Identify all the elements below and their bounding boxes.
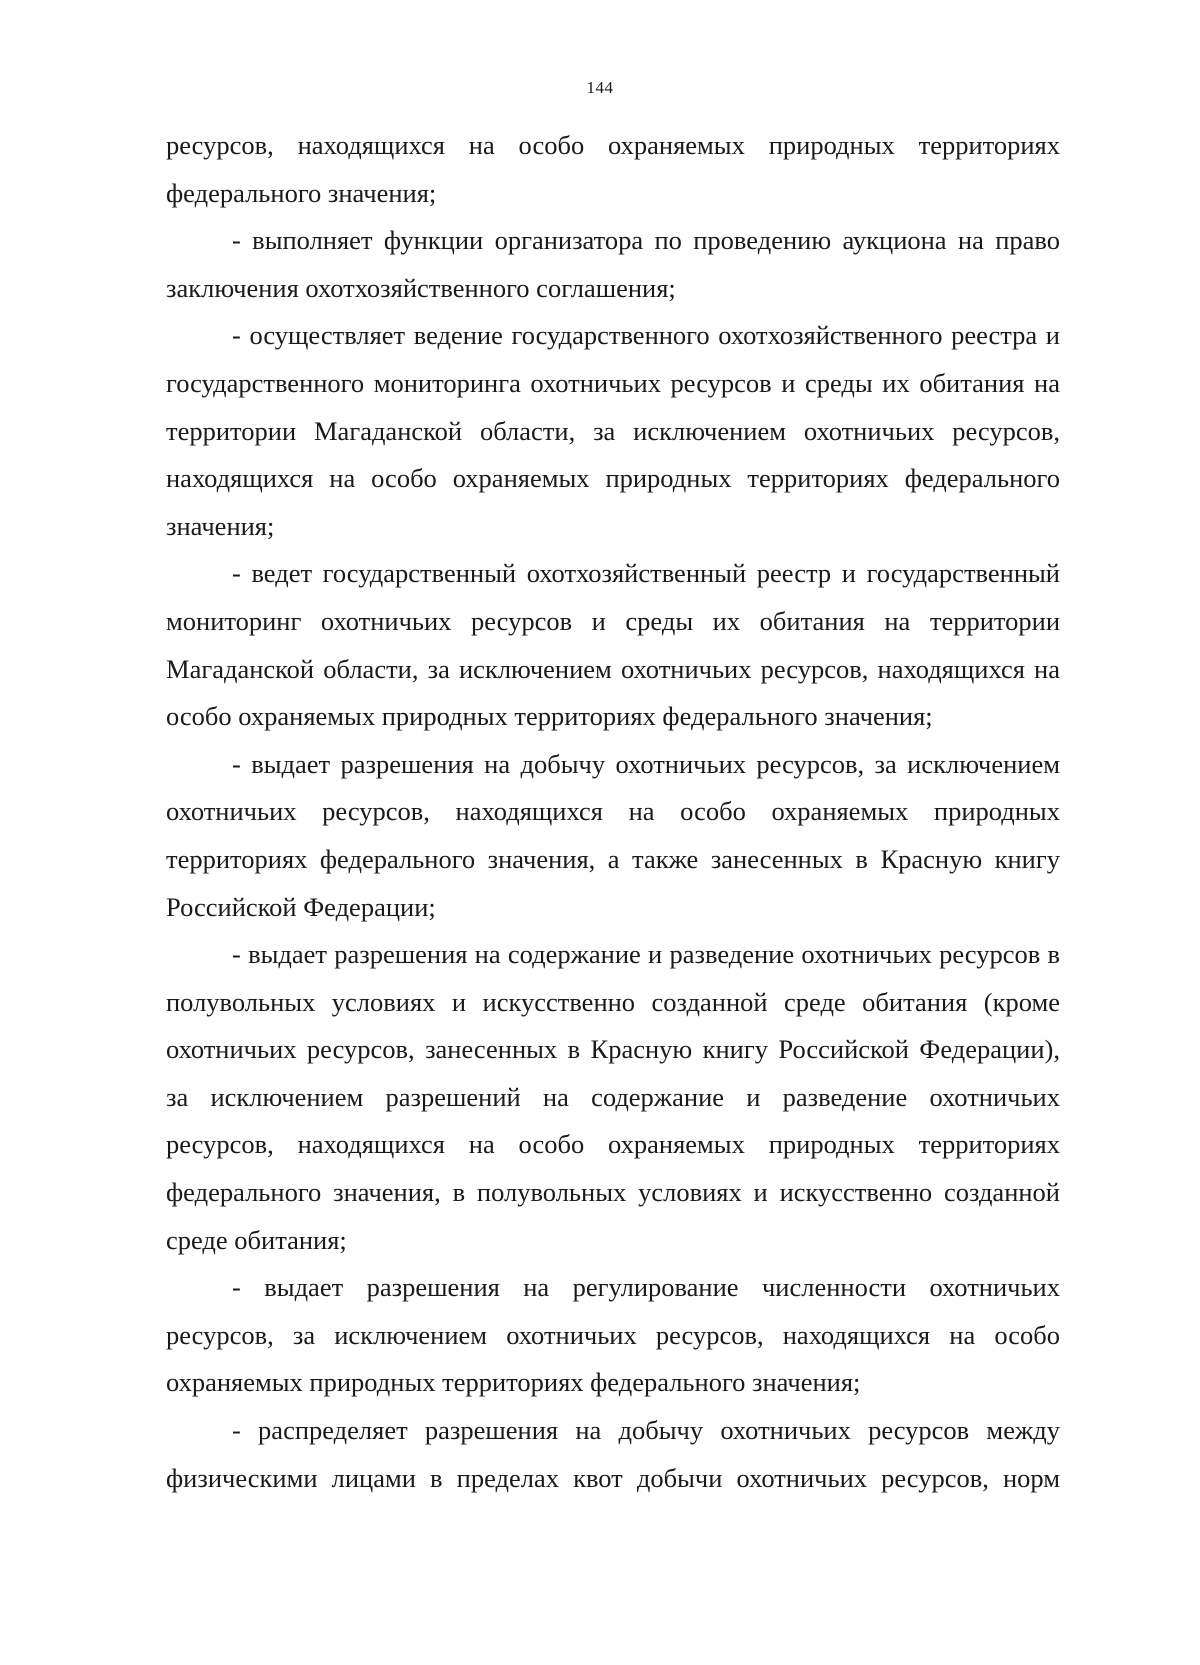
paragraph-population-regulation: - выдает разрешения на регулирование численности охотничьих ресурсов, за исключением охотничьих ресурсов, находящихся на особо охраняемых природных территориях федерального значения; — [166, 1272, 1060, 1398]
paragraph-breeding-permits: - выдает разрешения на содержание и разведение охотничьих ресурсов в полувольных условиях и искусственно созданной среде обитания (кроме охотничьих ресурсов, занесенных в Красную книгу Российской Федерации), за исключением разрешений на содержание и разведение охотничьих ресурсов, находящихся на особо охраняемых природных территориях федерального значения, в полувольных условиях и искусственно созданной среде обитания; — [166, 939, 1060, 1255]
page-number: 144 — [586, 78, 614, 97]
paragraph-hunting-permits: - выдает разрешения на добычу охотничьих ресурсов, за исключением охотничьих ресурсов, находящихся на особо охраняемых природных территориях федерального значения, а также занесенных в Красную книгу Российской Федерации; — [166, 748, 1060, 922]
paragraph-auction-organizer: - выполняет функции организатора по проведению аукциона на право заключения охотхозяйственного соглашения; — [166, 225, 1060, 303]
paragraph-permit-distribution: - распределяет разрешения на добычу охотничьих ресурсов между физическими лицами в пределах квот добычи охотничьих ресурсов, норм — [166, 1415, 1060, 1493]
paragraph-registry-monitoring: - ведет государственный охотхозяйственный реестр и государственный мониторинг охотничьих ресурсов и среды их обитания на территории Магаданской области, за исключением охотничьих ресурсов, находящихся на особо охраняемых природных территориях федерального значения; — [166, 558, 1060, 732]
document-body — [166, 122, 1060, 1502]
paragraph-registry-keeping: - осуществляет ведение государственного охотхозяйственного реестра и государственного мониторинга охотничьих ресурсов и среды их обитания на территории Магаданской области, за исключением охотничьих ресурсов, находящихся на особо охраняемых природных территориях федерального значения; — [166, 320, 1060, 541]
paragraph-continuation: ресурсов, находящихся на особо охраняемых природных территориях федерального значения; — [166, 130, 1060, 208]
